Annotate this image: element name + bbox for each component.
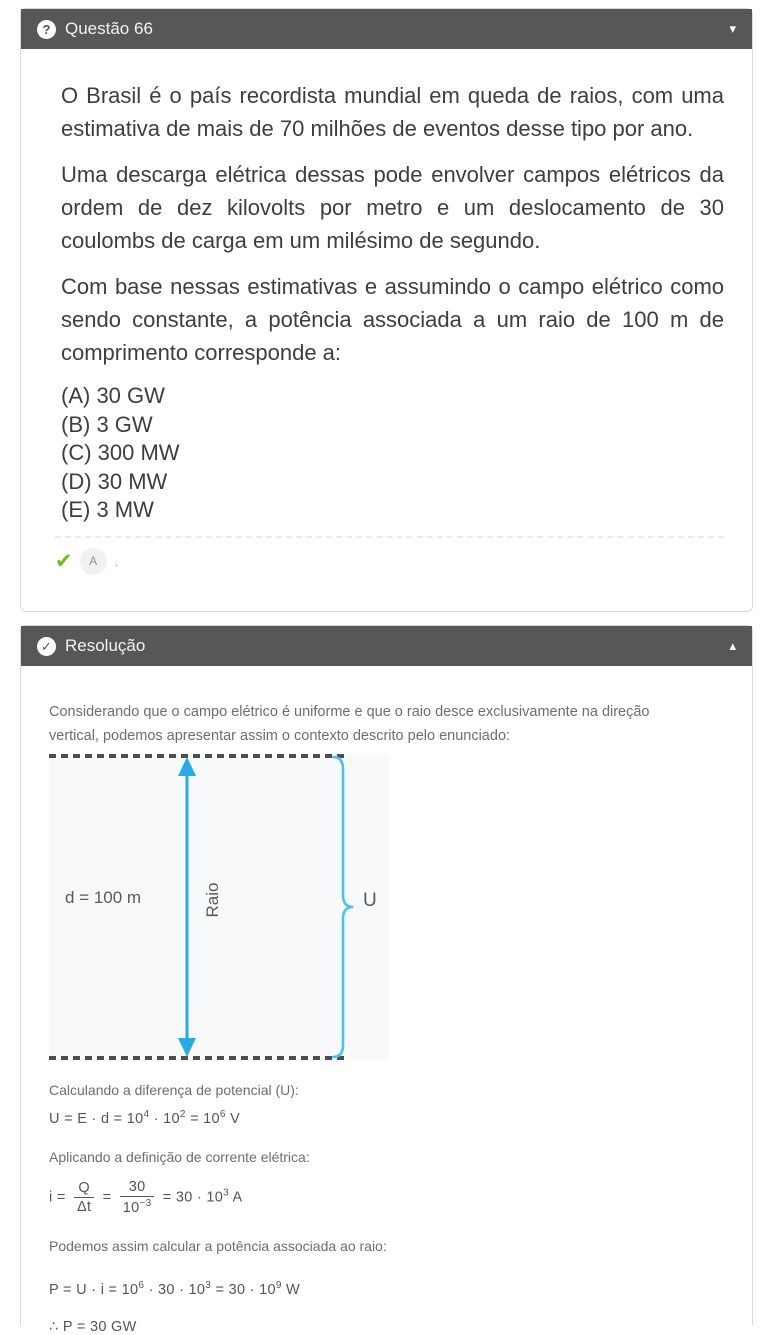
question-card: [20, 8, 753, 612]
answer-divider: [55, 536, 724, 538]
correct-check-icon: ✔: [55, 549, 73, 573]
potential-step-label: Calculando a diferença de potencial (U):: [49, 1082, 299, 1098]
option-d: (D) 30 MW: [61, 468, 168, 494]
resolution-intro: Considerando que o campo elétrico é uniforme e que o raio desce exclusivamente na direção vertical, podemos apresentar assim o contexto descrito pelo enunciado:: [49, 704, 650, 744]
raio-label: Raio: [203, 882, 222, 918]
correct-answer-row: [55, 548, 724, 575]
answer-suffix: .: [114, 553, 119, 569]
conclusion-formula: ∴ P = 30 GW: [49, 1319, 137, 1335]
question-circle-icon: ?: [37, 20, 56, 39]
potential-formula: $U = E \cdot d = 10^4 \cdot 10^2 = 10^6$ V: [49, 1109, 241, 1127]
resolution-header[interactable]: [21, 626, 752, 666]
question-body: [21, 49, 752, 575]
resolution-title: Resolução: [65, 636, 146, 655]
power-formula: $P = U \cdot i = 10^6 \cdot 30 \cdot 10^3 = 30 \cdot 10^9$ W: [49, 1279, 301, 1298]
voltage-label: U: [363, 890, 377, 911]
chevron-down-icon: ▾: [729, 21, 736, 36]
options-list: [61, 382, 724, 525]
question-title: Questão 66: [65, 19, 153, 38]
current-formula: i = $\frac{Q}{\Delta t}$ = $\frac{30}{10^{-3}}$ = $30 \cdot 10^3$ A: [49, 1178, 243, 1216]
check-circle-icon: ✓: [37, 637, 56, 656]
option-a: (A) 30 GW: [61, 383, 165, 408]
option-e: (E) 3 MW: [61, 497, 154, 522]
question-paragraph: Com base nessas estimativas e assumindo o campo elétrico como sendo constante, a potência associada a um raio de 100 m de comprimento corresponde a:: [61, 274, 724, 365]
option-b: (B) 3 GW: [61, 411, 153, 437]
chevron-up-icon: ▴: [729, 638, 736, 653]
resolution-body: [21, 666, 752, 1335]
question-header[interactable]: [21, 9, 752, 49]
answer-letter-badge: A: [80, 548, 107, 575]
distance-label: d = 100 m: [65, 888, 142, 907]
current-step-label: Aplicando a definição de corrente elétrica:: [49, 1148, 310, 1165]
power-step-label: Podemos assim calcular a potência associada ao raio:: [49, 1237, 387, 1254]
resolution-card: [20, 625, 753, 1335]
question-paragraph: O Brasil é o país recordista mundial em queda de raios, com uma estimativa de mais de 70 milhões de eventos desse tipo por ano.: [61, 83, 724, 141]
option-c: (C) 300 MW: [61, 440, 180, 465]
question-paragraph: Uma descarga elétrica dessas pode envolver campos elétricos da ordem de dez kilovolts por metro e um deslocamento de 30 coulombs de carga em um milésimo de segundo.: [61, 162, 724, 253]
voltage-brace-icon: [329, 756, 357, 1058]
lightning-diagram: [49, 754, 389, 1060]
